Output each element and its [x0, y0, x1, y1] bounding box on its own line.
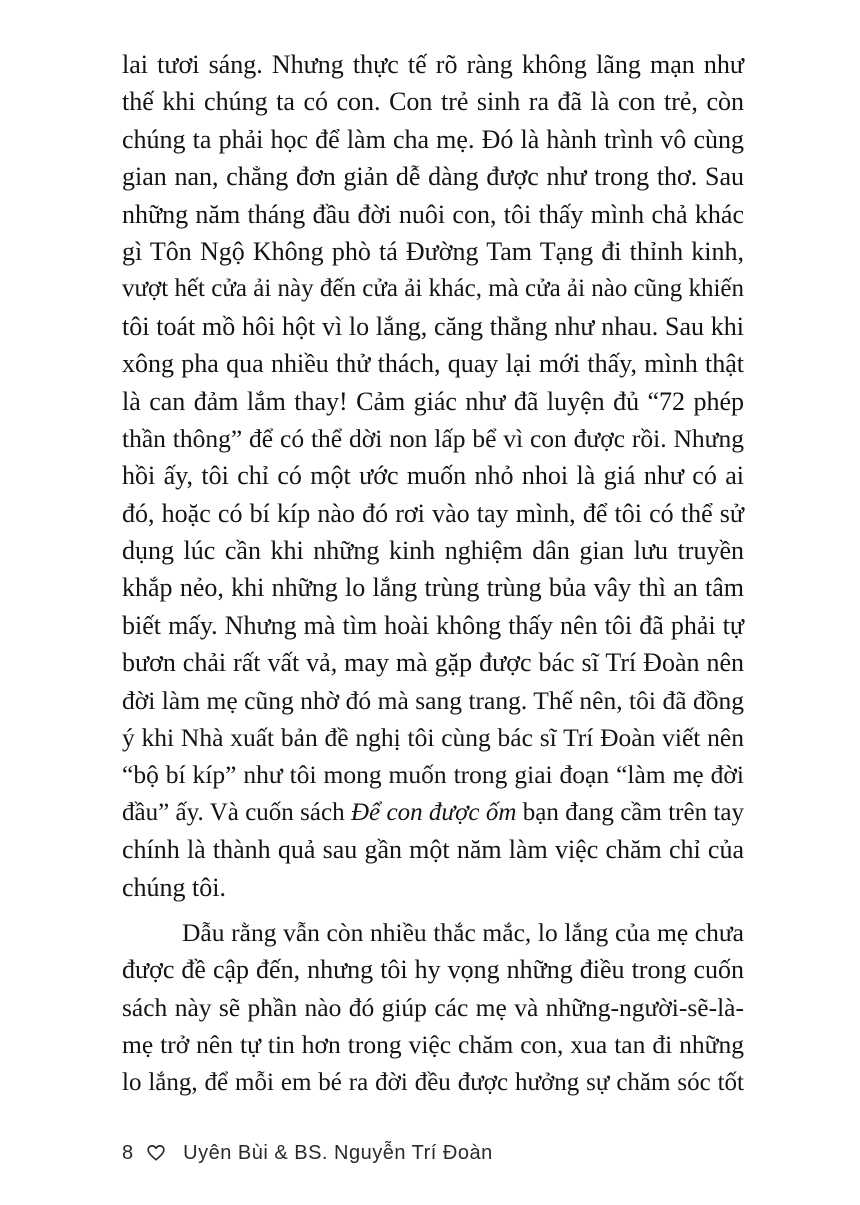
text-line: gian nan, chẳng đơn giản dễ dàng được như trong thơ. Sau — [122, 162, 744, 192]
text-line: thần thông” để có thể dời non lấp bể vì con được rồi. Nhưng — [122, 423, 744, 453]
text-line: vượt hết cửa ải này đến cửa ải khác, mà cửa ải nào cũng khiến — [122, 275, 745, 303]
text-line: Dẫu rằng vẫn còn nhiều thắc mắc, lo lắng của mẹ chưa — [182, 917, 744, 947]
text-line: chính là thành quả sau gần một năm làm việc chăm chỉ của — [122, 835, 744, 865]
text-line: ý khi Nhà xuất bản đề nghị tôi cùng bác sĩ Trí Đoàn viết nên — [122, 723, 744, 753]
text-line: thế khi chúng ta có con. Con trẻ sinh ra đã là con trẻ, còn — [122, 87, 744, 117]
text-line: là can đảm lắm thay! Cảm giác như đã luyện đủ “72 phép — [122, 386, 744, 416]
text-line: những năm tháng đầu đời nuôi con, tôi thấy mình chả khác — [122, 199, 744, 229]
text-line: dụng lúc cần khi những kinh nghiệm dân gian lưu truyền — [122, 536, 744, 566]
text-line: đời làm mẹ cũng nhờ đó mà sang trang. Thế nên, tôi đã đồng — [122, 685, 744, 715]
book-title: Để con được ốm — [350, 798, 517, 826]
paragraph-1 — [122, 46, 744, 906]
text-line: hồi ấy, tôi chỉ có một ước muốn nhỏ nhoi là giá như có ai — [122, 461, 744, 491]
body-text — [122, 46, 744, 1101]
text-line: lo lắng, để mỗi em bé ra đời đều được hưởng sự chăm sóc tốt — [122, 1068, 744, 1096]
text-line: bươn chải rất vất vả, may mà gặp được bác sĩ Trí Đoàn nên — [122, 648, 744, 678]
paragraph-2 — [122, 914, 744, 1101]
text-line: mẹ trở nên tự tin hơn trong việc chăm con, xua tan đi những — [122, 1030, 744, 1060]
text-line: xông pha qua nhiều thử thách, quay lại mới thấy, mình thật — [122, 349, 744, 379]
text-line: chúng ta phải học để làm cha mẹ. Đó là hành trình vô cùng — [122, 124, 744, 154]
page-number: 8 — [122, 1141, 134, 1164]
text-line: tôi toát mồ hôi hột vì lo lắng, căng thẳng như nhau. Sau khi — [122, 311, 744, 341]
text-line: chúng tôi. — [122, 872, 226, 902]
text-line: đó, hoặc có bí kíp nào đó rơi vào tay mình, để tôi có thể sử — [122, 498, 744, 528]
text-line: sách này sẽ phần nào đó giúp các mẹ và những-người-sẽ-là- — [122, 992, 744, 1022]
text-line: khắp nẻo, khi những lo lắng trùng trùng bủa vây thì an tâm — [122, 573, 744, 603]
text-line: “bộ bí kíp” như tôi mong muốn trong giai đoạn “làm mẹ đời — [122, 760, 744, 790]
text-line: đầu” ấy. Và cuốn sách Để con được ốm bạn đang cầm trên tay — [122, 798, 744, 826]
page-footer — [122, 1138, 493, 1168]
text-line: được đề cập đến, nhưng tôi hy vọng những điều trong cuốn — [122, 955, 744, 985]
text-line: gì Tôn Ngộ Không phò tá Đường Tam Tạng đi thỉnh kinh, — [122, 236, 744, 266]
heart-outline-icon — [147, 1144, 165, 1162]
author-credit: Uyên Bùi & BS. Nguyễn Trí Đoàn — [183, 1141, 493, 1164]
paragraph-gap — [122, 906, 744, 914]
text-line: biết mấy. Nhưng mà tìm hoài không thấy nên tôi đã phải tự — [122, 610, 744, 640]
text-line: lai tươi sáng. Nhưng thực tế rõ ràng không lãng mạn như — [122, 50, 744, 79]
